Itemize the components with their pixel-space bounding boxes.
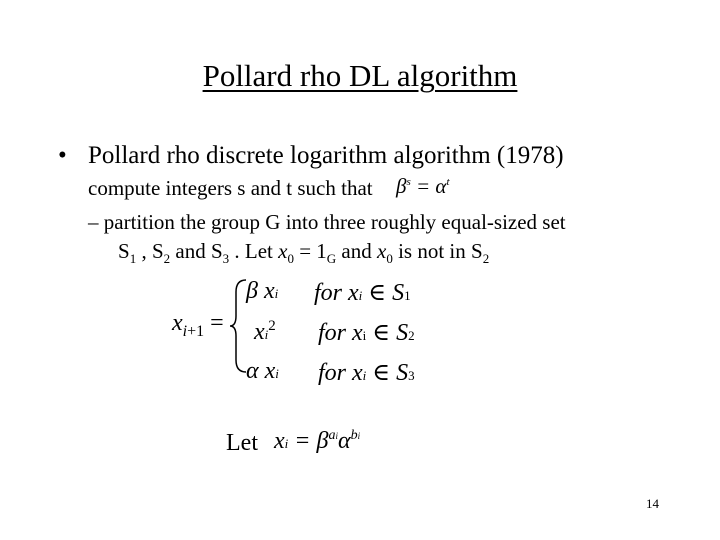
case-3-value: α xi bbox=[246, 358, 279, 384]
compute-text: compute integers s and t such that bbox=[88, 176, 373, 200]
case-2-condition: for xi ∈ S2 bbox=[318, 320, 415, 346]
sets-line: $S_1$ , $S_2$ and $S_3$ . Let $x_0 = 1_G$ and $x_0$ is not in $S_2$ bbox=[118, 239, 490, 267]
compute-formula: $\beta^s = \alpha^t$ bbox=[396, 174, 450, 198]
case-2-value: $xi^2$ bbox=[254, 318, 276, 345]
bullet-symbol: • bbox=[58, 142, 67, 169]
page-number: 14 bbox=[646, 496, 659, 511]
case-1-value: β xi bbox=[246, 278, 279, 304]
bullet-item bbox=[58, 142, 564, 170]
let-label: Let bbox=[226, 430, 258, 456]
slide-title: Pollard rho DL algorithm bbox=[202, 58, 518, 93]
case-3-condition: for xi ∈ S3 bbox=[318, 360, 415, 386]
case-1-condition: for xi ∈ S1 bbox=[314, 280, 411, 306]
bullet-text: Pollard rho discrete logarithm algorithm (1978) bbox=[88, 142, 564, 169]
let-formula: xi = $\beta^{ai}\alpha^{bi}$ bbox=[274, 428, 361, 454]
recurrence-lhs: $x_{i+1}$ = bbox=[172, 310, 224, 340]
partition-text: – partition the group G into three roughly equal-sized set bbox=[88, 210, 566, 234]
